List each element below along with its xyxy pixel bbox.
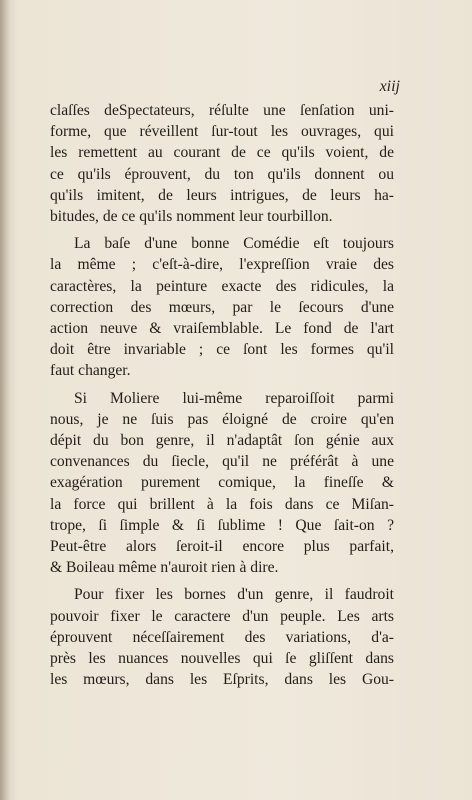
paragraph-4: [50, 584, 394, 690]
text-line: près les nuances nouvelles qui ſe gliſſent dans: [50, 650, 394, 668]
text-line: la même ; c'eſt-à-dire, l'expreſſion vraie des: [50, 256, 394, 274]
text-line: forme, que réveillent ſur-tout les ouvrages, qui: [50, 123, 394, 141]
text-line: les remettent au courant de ce qu'ils voient, de: [50, 144, 394, 162]
text-line: Pour fixer les bornes d'un genre, il faudroit: [74, 586, 394, 604]
text-line: nous, je ne ſuis pas éloigné de croire qu'en: [50, 410, 394, 428]
text-line: caractères, la peinture exacte des ridicules, la: [50, 277, 394, 295]
text-line: Si Moliere lui-même reparoiſſoit parmi: [74, 389, 394, 407]
text-line: pouvoir fixer le caractere d'un peuple. Les arts: [50, 607, 394, 625]
text-line: la force qui brillent à la fois dans ce Miſan-: [50, 495, 394, 513]
text-line: exagération purement comique, la fineſſe &: [50, 474, 394, 492]
text-line: claſſes deSpectateurs, réſulte une ſenſation uni-: [50, 102, 394, 119]
text-line: action neuve & vraiſemblable. Le fond de l'art: [50, 320, 394, 338]
page-number: xiij: [379, 78, 400, 95]
text-line: faut changer.: [50, 362, 131, 380]
text-line: dépit du bon genre, il n'adaptât ſon génie aux: [50, 432, 394, 450]
paragraph-2: [50, 233, 394, 381]
text-line: convenances du ſiecle, qu'il ne préférât à une: [50, 453, 394, 471]
text-line: La baſe d'une bonne Comédie eſt toujours: [74, 235, 394, 253]
paragraph-3: [50, 388, 394, 579]
text-line: correction des mœurs, par le ſecours d'une: [50, 298, 394, 316]
text-line: bitudes, de ce qu'ils nomment leur tourbillon.: [50, 208, 333, 226]
gutter-shadow: [0, 0, 10, 800]
text-line: ce qu'ils éprouvent, du ton qu'ils donnent ou: [50, 165, 394, 183]
body-text: [50, 100, 394, 690]
text-line: Peut-être alors ſeroit-il encore plus parfait,: [50, 538, 394, 556]
text-line: éprouvent néceſſairement des variations, d'a-: [50, 628, 394, 646]
text-line: trope, ſi ſimple & ſi ſublime ! Que ſait-on ?: [50, 516, 394, 534]
text-line: & Boileau même n'auroit rien à dire.: [50, 559, 279, 577]
text-line: qu'ils imitent, de leurs intrigues, de leurs ha-: [50, 186, 394, 204]
text-line: doit être invariable ; ce ſont les formes qu'il: [50, 341, 394, 359]
paragraph-1: [50, 100, 394, 227]
text-line: les mœurs, dans les Eſprits, dans les Gou-: [50, 671, 394, 689]
